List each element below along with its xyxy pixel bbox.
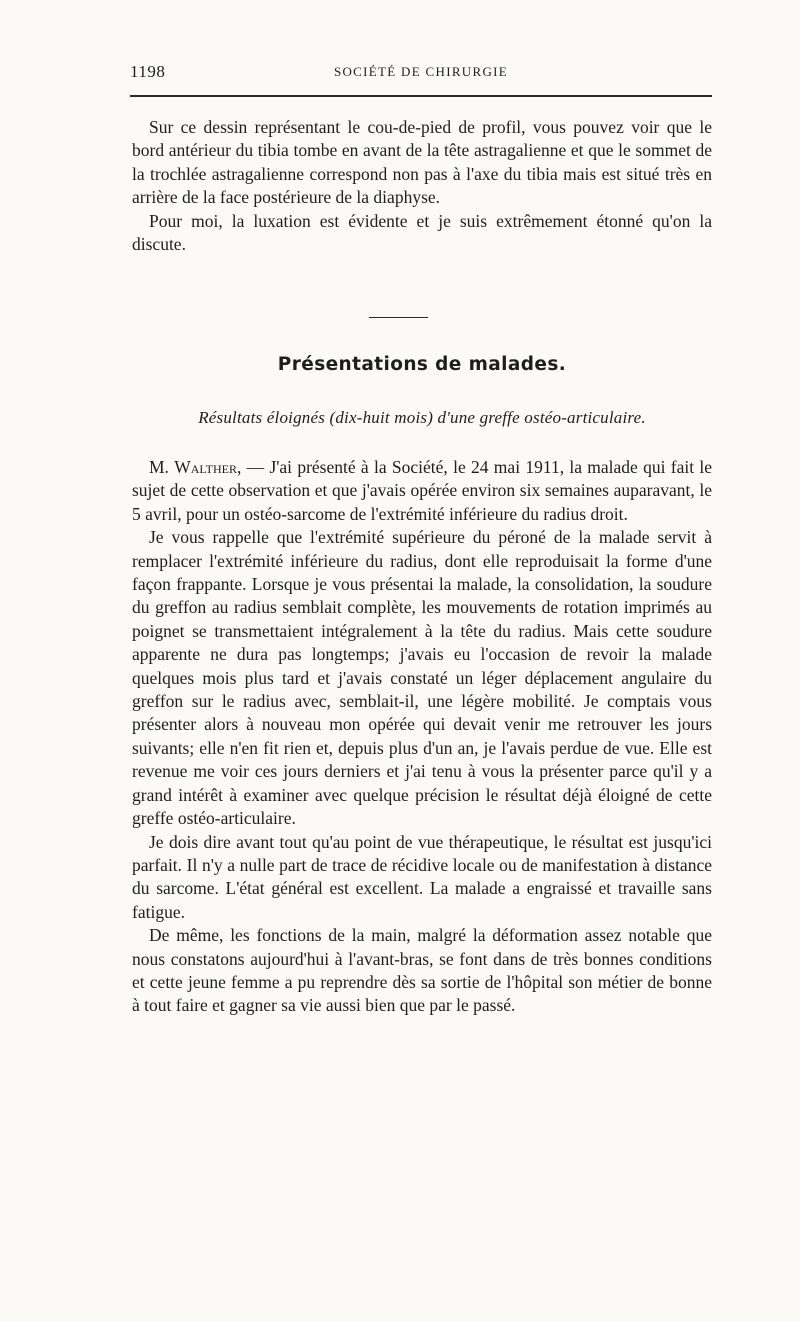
paragraph: Sur ce dessin représentant le cou-de-pied de profil, vous pouvez voir que le bord antérieur du tibia tombe en avant de la tête astragalienne et que le sommet de la trochlée astragalienne correspond non pas à l'axe du tibia mais est situé très en arrière de la face postérieure de la diaphyse. <box>132 117 712 208</box>
paragraph: Je vous rappelle que l'extrémité supérieure du péroné de la malade servit à remplacer l'extrémité inférieure du radius, dont elle reproduisait la forme d'une façon frappante. Lorsque je vous présentai la malade, la consolidation, la soudure du greffon au radius semblait complète, les mouvements de rotation imprimés au poignet se transmettaient intégralement à la tête du radius. Mais cette soudure apparente ne dura pas longtemps; j'avais eu l'occasion de revoir la malade quelques mois plus tard et j'avais constaté un léger déplacement angulaire du greffon sur le radius avec, semblait-il, une légère mobilité. Je comptais vous présenter alors à nouveau mon opérée qui devait venir me retrouver les jours suivants; elle n'en fit rien et, depuis plus d'un an, je l'avais perdue de vue. Elle est revenue me voir ces jours derniers et j'ai tenu à vous la présenter parce qu'il y a grand intérêt à examiner avec quelque précision le résultat déjà éloigné de cette greffe ostéo-articulaire. <box>132 527 712 829</box>
speaker-suffix: , — <box>236 457 270 477</box>
section-title: Présentations de malades. <box>277 354 567 375</box>
paragraph: De même, les fonctions de la main, malgré la déformation assez notable que nous constatons aujourd'hui à l'avant-bras, se font dans de très bonnes conditions et cette jeune femme a pu reprendre dès sa sortie de l'hôpital son métier de bonne à tout faire et gagner sa vie aussi bien que par le passé. <box>132 925 712 1016</box>
speaker-prefix: M. <box>149 457 175 477</box>
section-divider <box>369 317 428 318</box>
section-subtitle: Résultats éloignés (dix-huit mois) d'une greffe ostéo-articulaire. <box>198 408 646 427</box>
header-rule <box>130 95 712 97</box>
main-text <box>132 456 712 1018</box>
speaker-name: Walther <box>174 457 237 477</box>
intro-text <box>132 116 712 256</box>
paragraph-text: J'ai présenté à la Société, le 24 mai 1911, la malade qui fait le sujet de cette observation et que j'avais opérée environ six semaines auparavant, le 5 avril, pour un ostéo-sarcome de l'extrémité inférieure du radius droit. <box>132 457 712 524</box>
running-title: SOCIÉTÉ DE CHIRURGIE <box>333 64 509 79</box>
paragraph: Pour moi, la luxation est évidente et je suis extrêmement étonné qu'on la discute. <box>132 210 712 255</box>
paragraph <box>132 456 712 526</box>
paragraph: Je dois dire avant tout qu'au point de vue thérapeutique, le résultat est jusqu'ici parfait. Il n'y a nulle part de trace de récidive locale ou de manifestation à distance du sarcome. L'état général est excellent. La malade a engraissé et travaille sans fatigue. <box>132 831 712 922</box>
running-header <box>130 62 712 84</box>
page-number: 1198 <box>130 62 166 81</box>
